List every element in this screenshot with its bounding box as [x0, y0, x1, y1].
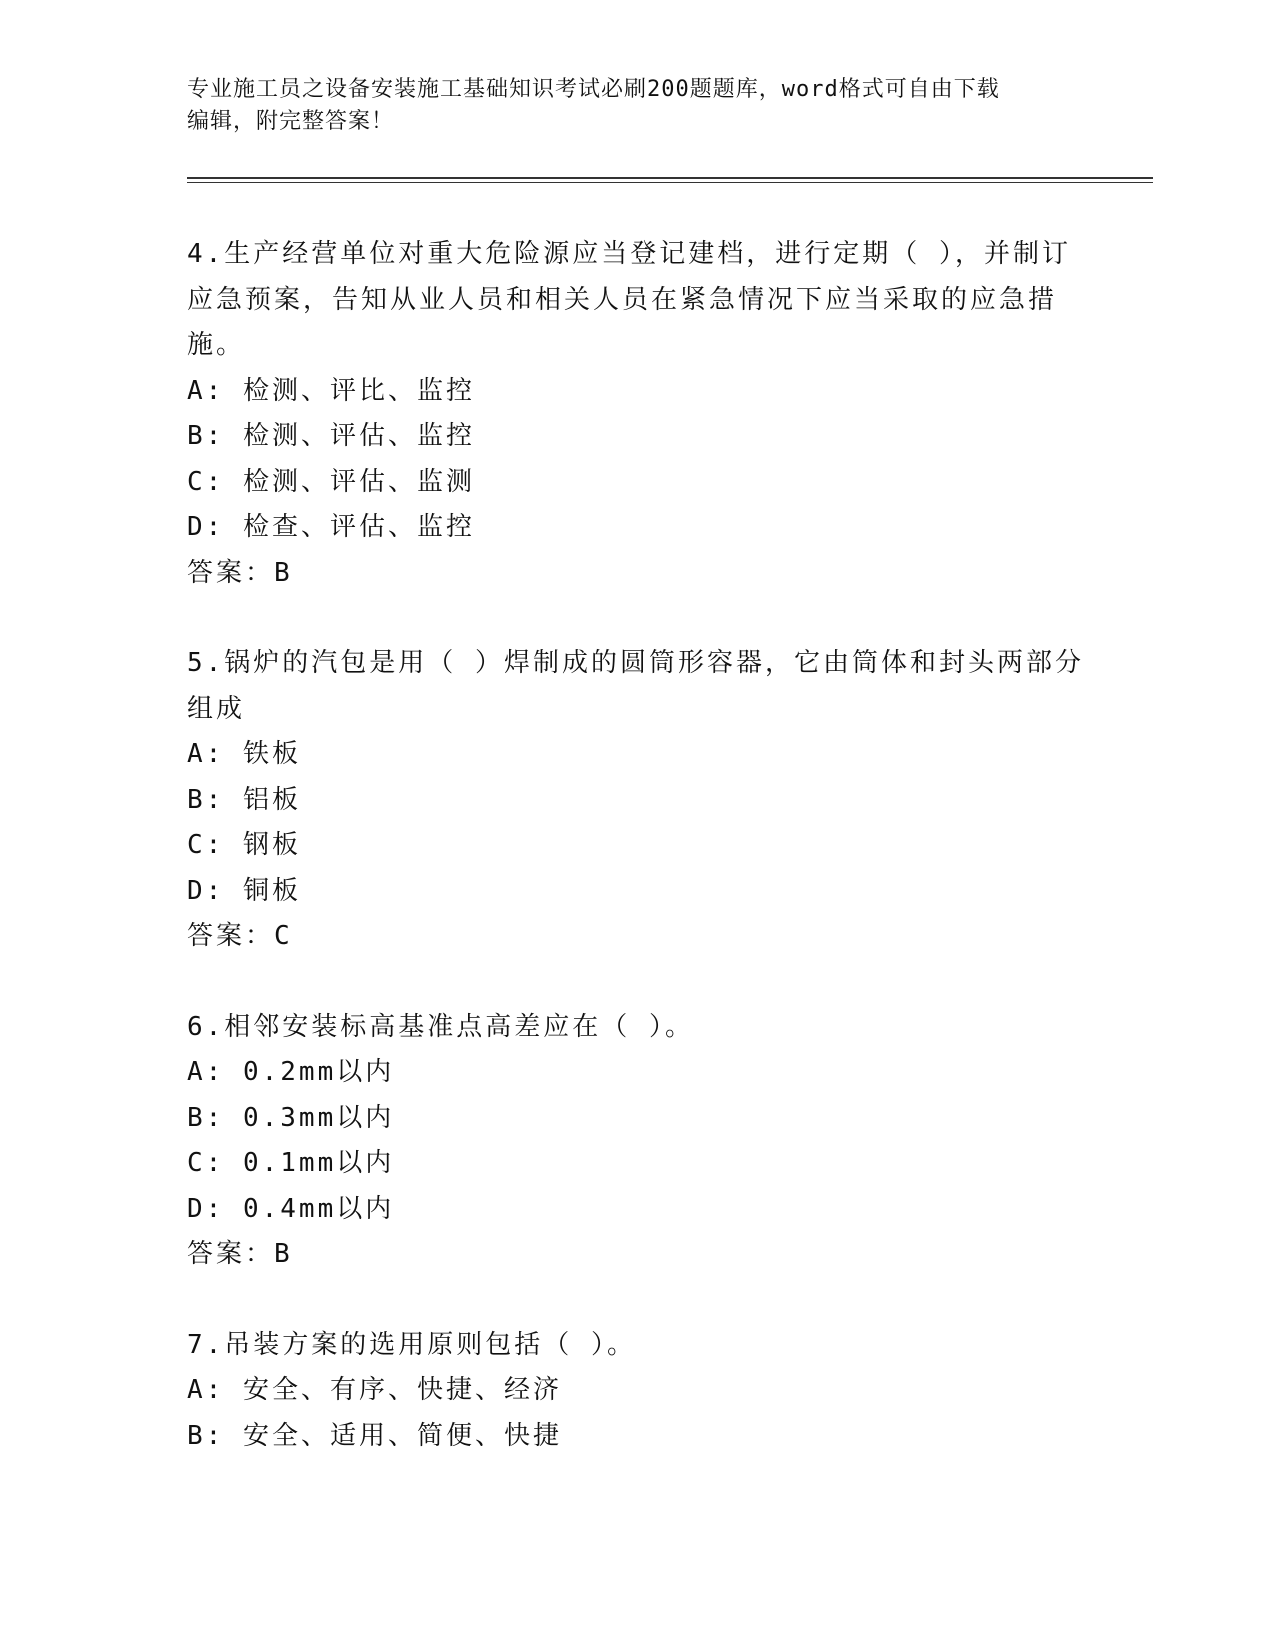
- question-stem-line: 4.生产经营单位对重大危险源应当登记建档，进行定期（ ），并制订: [187, 239, 1071, 269]
- option-a: A: 铁板: [187, 739, 301, 769]
- question-item: [187, 1005, 1087, 1278]
- option-c: C: 钢板: [187, 830, 301, 860]
- option-b: B: 0.3mm以内: [187, 1102, 395, 1133]
- question-list: [187, 232, 1087, 1504]
- answer-text: 答案：C: [187, 921, 293, 951]
- option-b: B: 铝板: [187, 784, 301, 815]
- option-c: C: 0.1mm以内: [187, 1148, 395, 1178]
- answer-text: 答案：B: [187, 1239, 293, 1269]
- option-a: A: 安全、有序、快捷、经济: [187, 1375, 562, 1405]
- header-divider-thin: [187, 182, 1153, 183]
- option-a: A: 0.2mm以内: [187, 1057, 395, 1087]
- option-d: D: 铜板: [187, 875, 301, 906]
- option-b: B: 检测、评估、监控: [187, 421, 475, 451]
- header-title-line-1: 专业施工员之设备安装施工基础知识考试必刷200题题库，word格式可自由下载: [187, 77, 1000, 102]
- question-item: [187, 1323, 1087, 1460]
- question-item: [187, 232, 1087, 596]
- header-title-line-2: 编辑，附完整答案！: [187, 109, 395, 134]
- option-b: B: 安全、适用、简便、快捷: [187, 1420, 562, 1451]
- question-item: [187, 641, 1087, 960]
- question-stem-line: 应急预案，告知从业人员和相关人员在紧急情况下应当采取的应急措: [187, 284, 1058, 315]
- option-d: D: 0.4mm以内: [187, 1193, 395, 1224]
- question-stem-line: 5.锅炉的汽包是用（ ）焊制成的圆筒形容器，它由筒体和封头两部分: [187, 648, 1084, 678]
- option-a: A: 检测、评比、监控: [187, 375, 475, 406]
- question-stem-line: 7.吊装方案的选用原则包括（ ）。: [187, 1329, 636, 1360]
- question-stem-line: 6.相邻安装标高基准点高差应在（ ）。: [187, 1011, 694, 1042]
- option-d: D: 检查、评估、监控: [187, 512, 475, 542]
- option-c: C: 检测、评估、监测: [187, 466, 475, 497]
- question-stem-line: 组成: [187, 693, 246, 724]
- answer-text: 答案：B: [187, 557, 293, 588]
- document-header: [187, 74, 1087, 138]
- question-stem-line: 施。: [187, 330, 246, 360]
- header-divider-thick: [187, 177, 1153, 179]
